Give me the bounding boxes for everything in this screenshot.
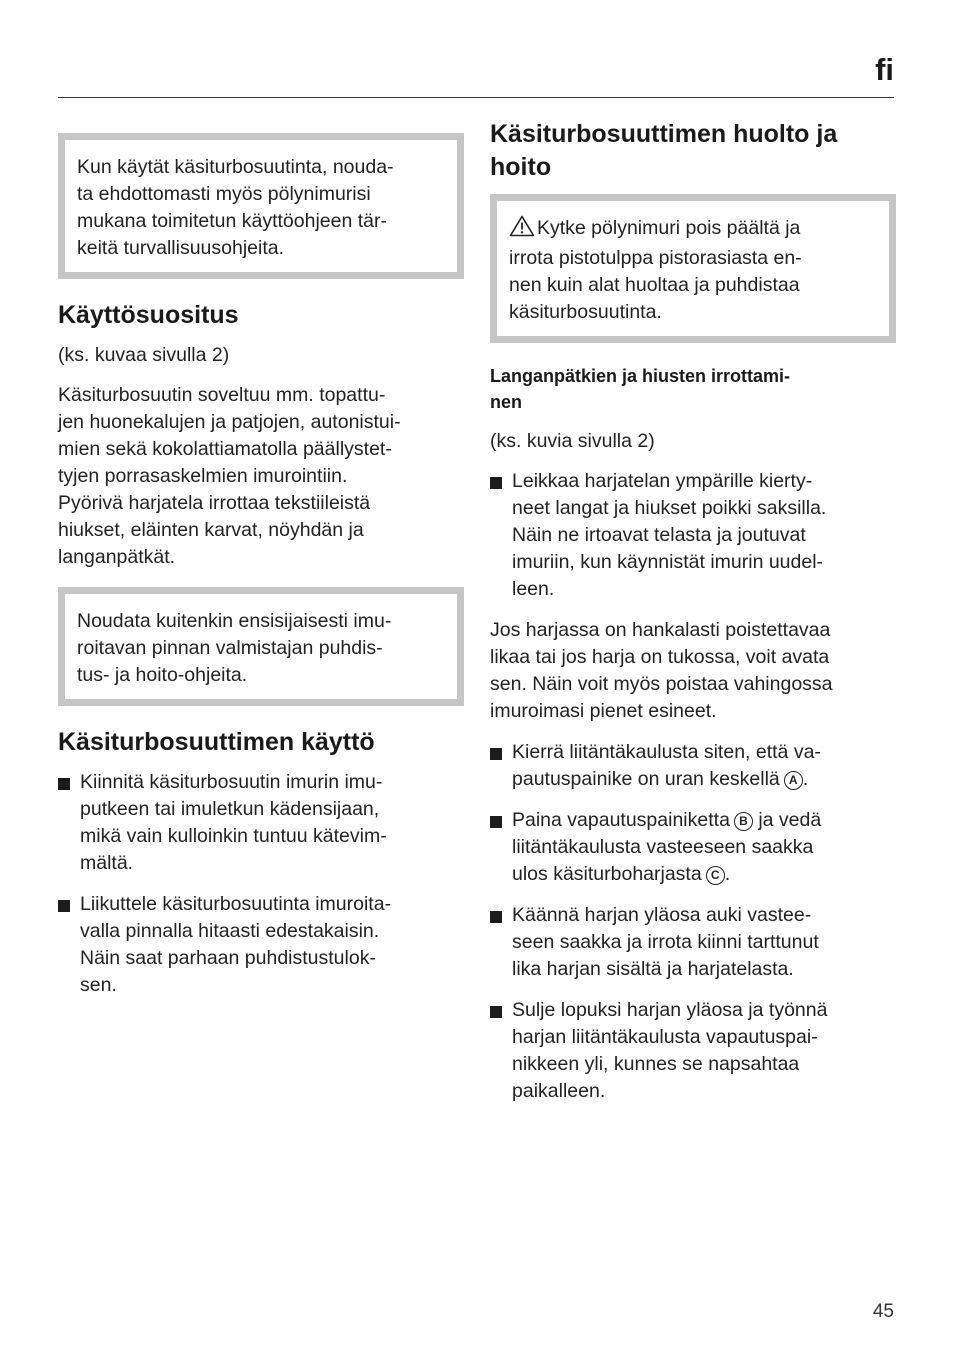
care-note-box <box>58 587 464 706</box>
step-text: Kiinnitä käsiturbosuutin imurin imu- putkeen tai imuletkun kädensijaan, mikä vain kulloinkin tuntuu kätevim- mältä. <box>80 771 387 874</box>
maintenance-heading: Käsiturbosuuttimen huolto ja hoito <box>490 120 838 181</box>
subheading-reference: (ks. kuvia sivulla 2) <box>490 430 655 452</box>
step-text: Käännä harjan yläosa auki vastee- seen saakka ja irrota kiinni tarttunut lika harjan sisältä ja harjatelasta. <box>512 904 819 980</box>
bullet-icon <box>490 477 502 489</box>
bullet-icon <box>490 816 502 828</box>
list-item <box>490 739 896 793</box>
bullet-icon <box>58 900 70 912</box>
recommendation-reference: (ks. kuvaa sivulla 2) <box>58 344 230 366</box>
right-column <box>490 118 896 1119</box>
step-text: Leikkaa harjatelan ympärille kierty- neet langat ja hiukset poikki saksilla. Näin ne irtoavat telasta ja joutuvat imuriin, kun käynnistät imurin uudel- leen. <box>512 470 827 600</box>
bullet-icon <box>58 778 70 790</box>
bullet-icon <box>490 748 502 760</box>
step-text-part: Paina vapautuspainiketta <box>512 809 730 831</box>
bullet-icon <box>490 911 502 923</box>
step-text <box>512 741 821 790</box>
list-item <box>490 997 896 1105</box>
list-item <box>490 902 896 983</box>
recommendation-heading: Käyttösuositus <box>58 301 239 329</box>
language-code: fi <box>875 52 894 87</box>
marker-a-icon: A <box>784 771 803 790</box>
usage-steps <box>58 769 464 999</box>
step-text: Sulje lopuksi harjan yläosa ja työnnä harjan liitäntäkaulusta vapautuspai- nikkeen yli, kunnes se napsahtaa paikalleen. <box>512 999 828 1102</box>
warning-body: Kytke pölynimuri pois päältä ja irrota pistotulppa pistorasiasta en- nen kuin alat huoltaa ja puhdistaa käsiturbosuutinta. <box>509 217 802 323</box>
step-end: . <box>724 863 731 885</box>
step-text: Liikuttele käsiturbosuutinta imuroita- valla pinnalla hitaasti edestakaisin. Näin saat parhaan puhdistustulok- sen. <box>80 893 392 996</box>
list-item <box>490 468 896 603</box>
safety-notice-text: Kun käytät käsiturbosuutinta, nouda- ta ehdottomasti myös pölynimurisi mukana toimitetun käyttöohjeen tär- keitä turvallisuusohjeita. <box>77 156 394 259</box>
usage-heading: Käsiturbosuuttimen käyttö <box>58 728 375 756</box>
warning-text <box>509 215 877 326</box>
warning-box <box>490 194 896 343</box>
header-rule <box>58 97 894 98</box>
step-text-part: ja vedä liitäntäkaulusta vasteeseen saakka ulos käsiturboharjasta <box>512 809 822 885</box>
bullet-icon <box>490 1006 502 1018</box>
cleaning-steps-a <box>490 468 896 603</box>
step-end: . <box>802 768 809 790</box>
blockage-paragraph: Jos harjassa on hankalasti poistettavaa likaa tai jos harja on tukossa, voit avata sen. Näin voit myös poistaa vahingossa imuroimasi pienet esineet. <box>490 619 833 722</box>
step-text-part: Kierrä liitäntäkaulusta siten, että va- pautuspainike on uran keskellä <box>512 741 821 790</box>
marker-b-icon: B <box>734 812 753 831</box>
cleaning-steps-b <box>490 739 896 1105</box>
warning-triangle-icon <box>509 215 535 245</box>
list-item <box>58 891 464 999</box>
list-item <box>58 769 464 877</box>
subheading: Langanpätkien ja hiusten irrottami- nen <box>490 366 791 412</box>
left-column <box>58 133 464 1013</box>
care-note-text: Noudata kuitenkin ensisijaisesti imu- roitavan pinnan valmistajan puhdis- tus- ja hoito-ohjeita. <box>77 610 392 686</box>
step-text <box>512 809 821 885</box>
list-item <box>490 807 896 888</box>
recommendation-body: Käsiturbosuutin soveltuu mm. topattu- jen huonekalujen ja patjojen, autonistui- mien sekä kokolattiamatolla päällystet- tyjen porrasaskelmien imurointiin. Pyörivä harjatela irrottaa tekstiileistä hiukset, eläinten karvat, nöyhdän ja langanpätkät. <box>58 384 401 568</box>
marker-c-icon: C <box>706 866 725 885</box>
page-number: 45 <box>872 1301 894 1322</box>
safety-notice-box <box>58 133 464 279</box>
